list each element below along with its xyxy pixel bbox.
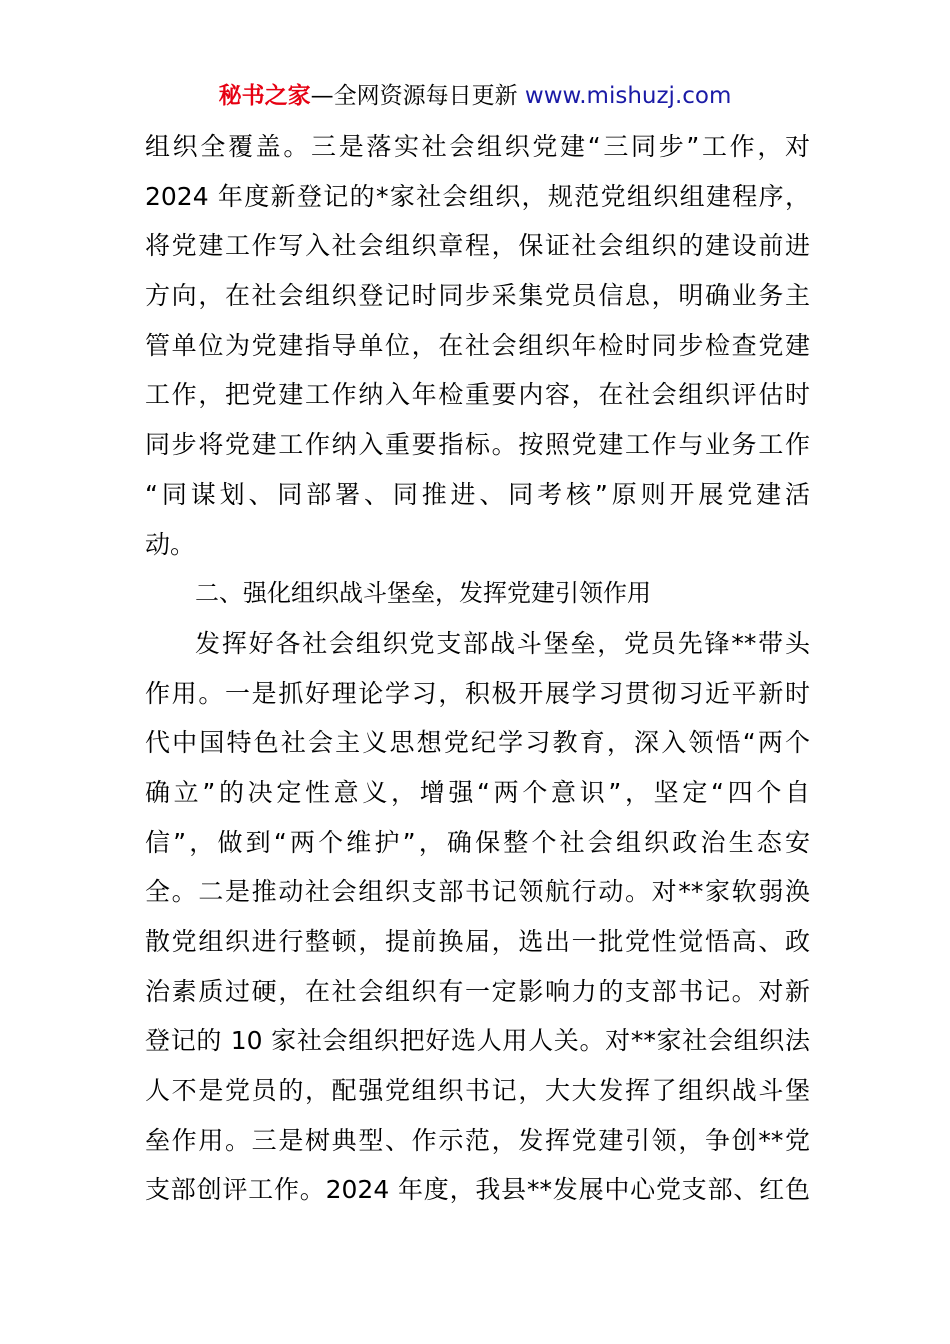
paragraph-line: 管单位为党建指导单位，在社会组织年检时同步检查党建 (145, 330, 810, 360)
paragraph-line: 作用。一是抓好理论学习，积极开展学习贯彻习近平新时 (145, 678, 810, 708)
paragraph-line: 同步将党建工作纳入重要指标。按照党建工作与业务工作 (145, 430, 810, 460)
brand-name: 秘书之家 (218, 83, 311, 109)
paragraph-line: 确立”的决定性意义，增强“两个意识”，坚定“四个自 (145, 777, 810, 807)
paragraph-line: 信”，做到“两个维护”，确保整个社会组织政治生态安 (145, 827, 810, 857)
paragraph-line: 支部创评工作。2024 年度，我县**发展中心党支部、红色 (145, 1175, 810, 1205)
paragraph-line: 登记的 10 家社会组织把好选人用人关。对**家社会组织法 (145, 1026, 810, 1056)
paragraph-line: 方向，在社会组织登记时同步采集党员信息，明确业务主 (145, 281, 810, 311)
paragraph-line: 组织全覆盖。三是落实社会组织党建“三同步”工作，对 (145, 132, 810, 161)
site-banner (0, 80, 950, 112)
section-heading: 二、强化组织战斗堡垒，发挥党建引领作用 (195, 579, 651, 608)
paragraph-line: 垒作用。三是树典型、作示范，发挥党建引领，争创**党 (145, 1125, 810, 1155)
paragraph-line: 散党组织进行整顿，提前换届，选出一批党性觉悟高、政 (145, 927, 810, 956)
paragraph-line: 全。二是推动社会组织支部书记领航行动。对**家软弱涣 (145, 877, 810, 907)
site-url-link[interactable]: www.mishuzj.com (524, 83, 732, 109)
paragraph-line: “同谋划、同部署、同推进、同考核”原则开展党建活 (145, 479, 810, 509)
paragraph-line: 2024 年度新登记的*家社会组织，规范党组织组建程序， (145, 181, 810, 211)
paragraph-line: 发挥好各社会组织党支部战斗堡垒，党员先锋**带头 (195, 628, 810, 658)
paragraph-line: 工作，把党建工作纳入年检重要内容，在社会组织评估时 (145, 380, 810, 410)
paragraph-line: 人不是党员的，配强党组织书记，大大发挥了组织战斗堡 (145, 1076, 810, 1106)
banner-tagline: —全网资源每日更新 (310, 83, 525, 109)
paragraph-line: 治素质过硬，在社会组织有一定影响力的支部书记。对新 (145, 976, 810, 1006)
paragraph-line: 动。 (145, 529, 196, 559)
paragraph-line: 将党建工作写入社会组织章程，保证社会组织的建设前进 (145, 231, 810, 261)
document-body (145, 122, 810, 1215)
paragraph-line: 代中国特色社会主义思想党纪学习教育，深入领悟“两个 (145, 728, 810, 758)
